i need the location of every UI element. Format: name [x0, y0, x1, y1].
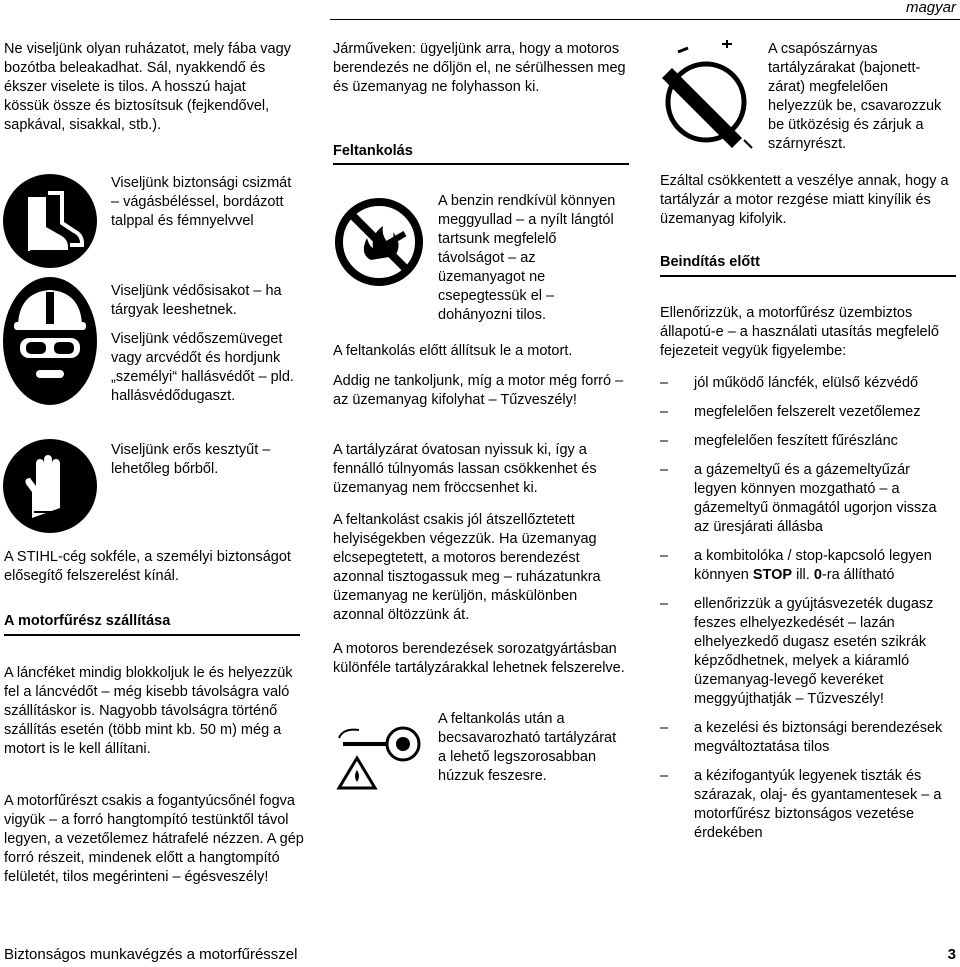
list-item: – ellenőrizzük a gyújtásvezeték dugasz feszes elhelyezkedését – lazán elhelyezkedő dugasz esetén szikrák képződhetnek, melyek a kiáramló üzemanyag-levegő keveréket meggyújthatják – Tűzveszély!: [660, 596, 934, 707]
ventilation-paragraph: A feltankolást csakis jól átszellőztetett helyiségekben végezzük. Ha üzemanyag elcsepegtetett, a motoros berendezést azonnal tisztogassuk meg – ruházatunkra üzemanyag ne kerüljön, máskülönben azonnal öltözzünk át.: [333, 512, 601, 623]
gloves-text: Viseljünk erős kesztyűt – lehetőleg bőrből.: [111, 442, 271, 477]
transport-paragraph-2: A motorfűrészt csakis a fogantyúcsőnél fogva vigyük – a forró hangtompító testünktől távol legyen, a vezetőlemez hátrafelé nézzen. A gép forró részeit, mindenek előtt a hangtompító felületét, tilos megérinteni – égésveszély!: [4, 793, 304, 885]
list-item: – jól működő láncfék, elülső kézvédő: [660, 375, 919, 391]
transport-heading-rule: [4, 634, 300, 636]
list-item: – megfelelően feszített fűrészlánc: [660, 433, 898, 449]
bayonet-cap-icon: [660, 40, 756, 166]
clothing-paragraph: Ne viseljünk olyan ruházatot, mely fába vagy bozótba beleakadhat. Sál, nyakkendő és ékszer viselete is tilos. A hosszú hajat kössük össze és biztosítsuk (fejkendővel, sapkával, sisakkal, stb.).: [4, 41, 291, 133]
list-item: – a kezelési és biztonsági berendezések megváltoztatása tilos: [660, 720, 943, 755]
language-label: magyar: [905, 0, 956, 16]
checklist: [660, 374, 960, 843]
tighten-cap-text: A feltankolás után a becsavarozható tartályzárat a lehető legszorosabban húzzuk feszesre.: [438, 711, 617, 784]
tank-caps-paragraph: A motoros berendezések sorozatgyártásban különféle tartályzárakkal lehetnek felszerelve.: [333, 641, 625, 676]
list-item: – megfelelően felszerelt vezetőlemez: [660, 404, 921, 420]
transport-heading: A motorfűrész szállítása: [4, 613, 171, 629]
boots-icon: [2, 173, 98, 269]
list-item: – a kézifogantyúk legyenek tiszták és szárazak, olaj- és gyantamentesek – a motorfűrész biztonságos vezetése érdekében: [660, 768, 942, 841]
fuel-cap-tighten-icon: [333, 708, 429, 794]
refuel-heading-rule: [333, 163, 629, 165]
bayonet-cap-text: A csapószárnyas tartályzárakat (bajonett-zárat) megfelelően helyezzük be, csavarozzuk be ütközésig és zárjuk a szárnyrészt.: [768, 41, 942, 152]
flame-warning-text: A benzin rendkívül könnyen meggyullad – a nyílt lángtól tartsunk megfelelő távolságot – az üzemanyagot ne csepegtessük el – dohányozni tilos.: [438, 193, 616, 323]
vehicles-paragraph: Járműveken: ügyeljünk arra, hogy a motoros berendezés ne dőljön el, ne sérülhessen meg és üzemanyag ne folyhasson ki.: [333, 41, 626, 95]
hot-engine-paragraph: Addig ne tankoljunk, míg a motor még forró – az üzemanyag kifolyhat – Tűzveszély!: [333, 373, 624, 408]
before-start-heading: Beindítás előtt: [660, 254, 760, 270]
boots-text: Viseljünk biztonsági csizmát – vágásbéléssel, bordázott talppal és fémnyelvvel: [111, 175, 292, 229]
stop-engine-paragraph: A feltankolás előtt állítsuk le a motort.: [333, 343, 573, 359]
refuel-heading: Feltankolás: [333, 143, 413, 159]
helmet-goggles-icon: [2, 276, 98, 406]
no-open-flame-icon: [333, 196, 425, 288]
check-paragraph: Ellenőrizzük, a motorfűrész üzembiztos állapotú-e – a használati utasítás megfelelő fejezeteit vegyük figyelembe:: [660, 305, 939, 359]
open-cap-paragraph: A tartályzárat óvatosan nyissuk ki, így a fennálló túlnyomás lassan csökkenhet és üzemanyag nem fröccsenhet ki.: [333, 442, 597, 496]
gloves-icon: [2, 438, 98, 534]
goggles-text: Viseljünk védőszemüveget vagy arcvédőt és hordjunk „személyi“ hallásvédőt – pld. hallásvédődugaszt.: [111, 331, 294, 404]
risk-paragraph: Ezáltal csökkentett a veszélye annak, hogy a tartályzár a motor rezgése miatt kinyílik és üzemanyag kifolyik.: [660, 173, 949, 227]
list-item: – a kombitolóka / stop-kapcsoló legyen könnyen STOP ill. 0-ra állítható: [660, 548, 932, 583]
stihl-paragraph: A STIHL-cég sokféle, a személyi biztonságot elősegítő felszerelést kínál.: [4, 549, 291, 584]
header-rule: [330, 19, 960, 20]
list-item: – a gázemeltyű és a gázemeltyűzár legyen könnyen mozgatható – a gázemeltyű önmagától ugorjon vissza az üresjárati állásba: [660, 462, 937, 535]
before-start-heading-rule: [660, 275, 956, 277]
page-number: 3: [947, 946, 956, 963]
transport-paragraph-1: A láncféket mindig blokkoljuk le és helyezzük fel a láncvédőt – még kisebb távolságra való szállításkor is. Nagyobb távolságra történő szállítás esetén (több mint kb. 50 m) még a motort is le kell állítani.: [4, 665, 293, 757]
footer-title: Biztonságos munkavégzés a motorfűrésszel: [4, 946, 298, 963]
helmet-text: Viseljünk védősisakot – ha tárgyak leeshetnek.: [111, 283, 282, 318]
